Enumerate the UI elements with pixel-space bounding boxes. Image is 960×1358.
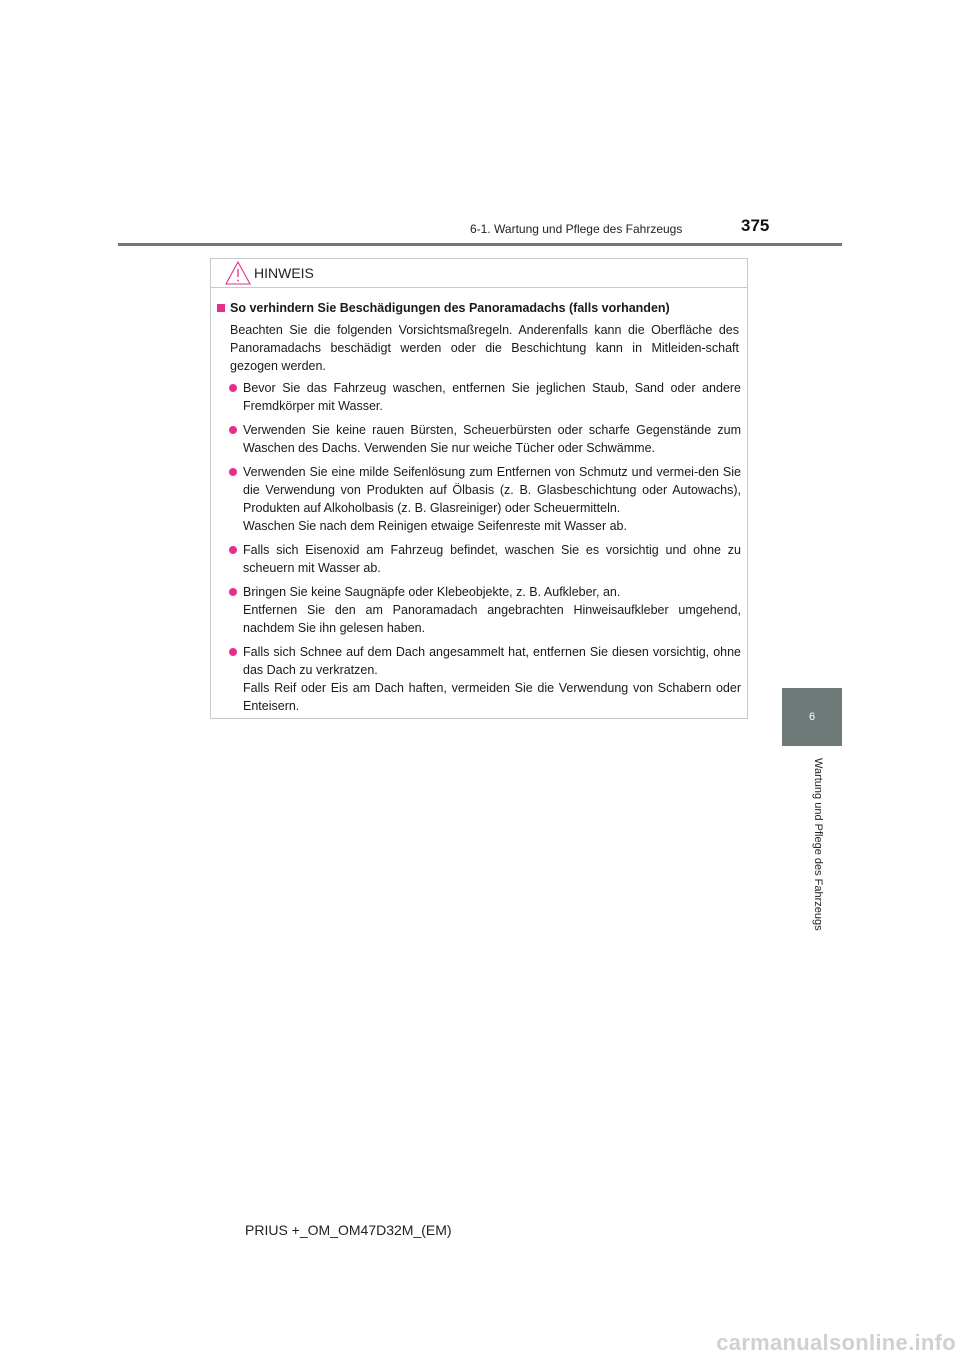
- notice-title: HINWEIS: [254, 265, 314, 281]
- header-section-title: 6-1. Wartung und Pflege des Fahrzeugs: [470, 222, 683, 236]
- notice-heading-text: So verhindern Sie Beschädigungen des Panoramadachs (falls vorhanden): [230, 301, 670, 315]
- chapter-side-label: Wartung und Pflege des Fahrzeugs: [812, 758, 824, 931]
- page-number: 375: [741, 216, 770, 235]
- list-item-text: Verwenden Sie eine milde Seifenlösung zum Entfernen von Schmutz und vermei-den Sie die Verwendung von Produkten auf Ölbasis (z. B. Glasbeschichtung oder Autowachs), Produkten auf Alkoholbasis (z. B. Glasreiniger) oder Scheuermitteln.: [243, 465, 741, 515]
- notice-heading: [217, 301, 670, 315]
- list-item-text: Falls sich Schnee auf dem Dach angesammelt hat, entfernen Sie diesen vorsichtig, ohne das Dach zu verkratzen.: [243, 645, 741, 677]
- square-bullet-icon: [217, 304, 225, 312]
- circle-bullet-icon: [229, 468, 237, 476]
- notice-box: [210, 258, 748, 719]
- list-item: [229, 379, 741, 415]
- list-item: [229, 583, 741, 637]
- list-item-extra: Entfernen Sie den am Panoramadach angebrachten Hinweisaufkleber umgehend, nachdem Sie ihn gelesen haben.: [243, 603, 741, 635]
- notice-intro: Beachten Sie die folgenden Vorsichtsmaßregeln. Anderenfalls kann die Oberfläche des Panoramadachs beschädigt werden oder die Beschichtung kann in Mitleiden-schaft gezogen werden.: [230, 323, 739, 373]
- circle-bullet-icon: [229, 546, 237, 554]
- circle-bullet-icon: [229, 648, 237, 656]
- footer-document-code: PRIUS +_OM_OM47D32M_(EM): [245, 1222, 452, 1238]
- list-item-text: Verwenden Sie keine rauen Bürsten, Scheuerbürsten oder scharfe Gegenstände zum Waschen des Dachs. Verwenden Sie nur weiche Tücher oder Schwämme.: [243, 423, 741, 455]
- list-item: [229, 421, 741, 457]
- chapter-tab: 6: [782, 688, 842, 746]
- warning-triangle-icon: [225, 261, 251, 285]
- list-item-text: Bringen Sie keine Saugnäpfe oder Klebeobjekte, z. B. Aufkleber, an.: [243, 585, 621, 599]
- list-item-text: Bevor Sie das Fahrzeug waschen, entfernen Sie jeglichen Staub, Sand oder andere Fremdkörper mit Wasser.: [243, 381, 741, 413]
- list-item: [229, 643, 741, 715]
- header-rule: [118, 243, 842, 246]
- list-item-extra: Waschen Sie nach dem Reinigen etwaige Seifenreste mit Wasser ab.: [243, 519, 627, 533]
- circle-bullet-icon: [229, 384, 237, 392]
- circle-bullet-icon: [229, 588, 237, 596]
- list-item: [229, 541, 741, 577]
- notice-header: [211, 259, 747, 288]
- circle-bullet-icon: [229, 426, 237, 434]
- list-item-extra: Falls Reif oder Eis am Dach haften, vermeiden Sie die Verwendung von Schabern oder Enteisern.: [243, 681, 741, 713]
- notice-list: [229, 379, 741, 721]
- watermark: carmanualsonline.info: [716, 1330, 956, 1355]
- list-item-text: Falls sich Eisenoxid am Fahrzeug befindet, waschen Sie es vorsichtig und ohne zu scheuern mit Wasser ab.: [243, 543, 741, 575]
- list-item: [229, 463, 741, 535]
